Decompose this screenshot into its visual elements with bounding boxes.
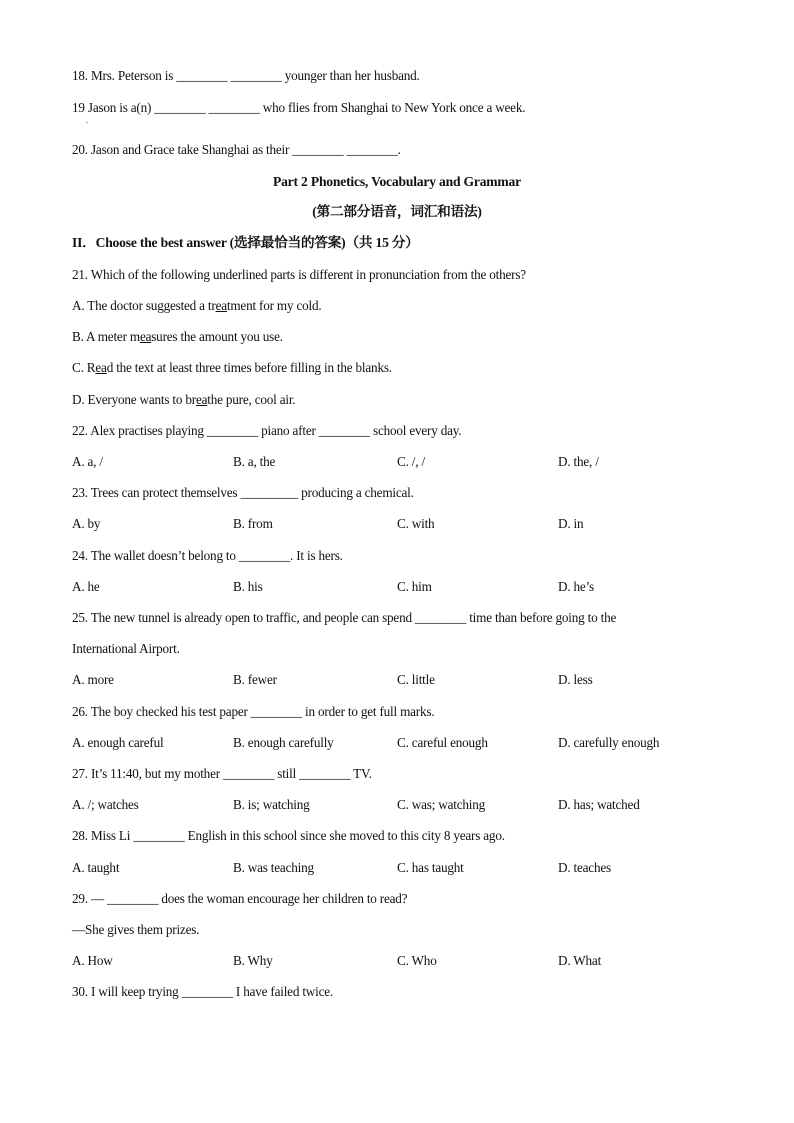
part-title: Part 2 Phonetics, Vocabulary and Grammar [272,174,521,189]
question-29-stem: 29. — ________ does the woman encourage her children to read? [72,891,408,906]
question-25-option-b: B. fewer [233,672,277,687]
option-text: the pure, cool air. [207,392,296,407]
option-text: B. A meter m [72,329,140,344]
question-30-stem: 30. I will keep trying ________ I have failed twice. [72,984,333,999]
question-25-option-a: A. more [72,672,114,687]
question-23-option-d: D. in [558,516,584,531]
part-subtitle: (第二部分语音，词汇和语法) [312,204,482,219]
question-23-stem: 23. Trees can protect themselves _________ producing a chemical. [72,485,414,500]
section-title: II．Choose the best answer (选择最恰当的答案)（共 15 分） [72,235,419,250]
question-24-option-a: A. he [72,579,100,594]
question-26-option-a: A. enough careful [72,735,164,750]
question-27-option-d: D. has; watched [558,797,640,812]
question-26-option-c: C. careful enough [397,735,488,750]
question-21-option-a [72,297,734,315]
option-text: d the text at least three times before filling in the blanks. [106,360,392,375]
question-19: 19 Jason is a(n) ________ ________ who flies from Shanghai to New York once a week. [72,100,526,115]
question-24-option-b: B. his [233,579,263,594]
question-21-option-c [72,359,734,377]
question-25-stem: 25. The new tunnel is already open to traffic, and people can spend ________ time than before going to the [72,610,617,625]
question-23-option-b: B. from [233,516,273,531]
question-24-option-d: D. he’s [558,579,594,594]
question-28-stem: 28. Miss Li ________ English in this school since she moved to this city 8 years ago. [72,828,505,843]
question-23-option-a: A. by [72,516,101,531]
question-22-option-c: C. /, / [397,454,425,469]
question-29-option-d: D. What [558,953,602,968]
underlined-letters: ea [215,298,227,313]
question-20: 20. Jason and Grace take Shanghai as their ________ ________. [72,142,401,157]
question-28-option-d: D. teaches [558,860,611,875]
option-text: A. The doctor suggested a tr [72,298,216,313]
option-text: D. Everyone wants to br [72,392,196,407]
stray-mark: . [86,116,88,125]
question-27-option-b: B. is; watching [233,797,310,812]
question-28-option-c: C. has taught [397,860,464,875]
question-21-stem: 21. Which of the following underlined parts is different in pronunciation from the others? [72,267,526,282]
question-27-option-c: C. was; watching [397,797,485,812]
question-28-option-a: A. taught [72,860,120,875]
question-29-response: —She gives them prizes. [72,922,200,937]
question-26-option-d: D. carefully enough [558,735,660,750]
question-21-option-d [72,391,734,409]
question-24-stem: 24. The wallet doesn’t belong to ________. It is hers. [72,548,343,563]
question-22-option-a: A. a, / [72,454,103,469]
question-22-stem: 22. Alex practises playing ________ piano after ________ school every day. [72,423,462,438]
option-text: tment for my cold. [226,298,322,313]
question-22-option-b: B. a, the [233,454,276,469]
option-text: sures the amount you use. [151,329,283,344]
underlined-letters: ea [95,360,107,375]
question-23-option-c: C. with [397,516,435,531]
question-27-option-a: A. /; watches [72,797,139,812]
question-18: 18. Mrs. Peterson is ________ ________ younger than her husband. [72,68,420,83]
question-26-stem: 26. The boy checked his test paper ________ in order to get full marks. [72,704,435,719]
question-24-option-c: C. him [397,579,432,594]
question-25-stem-continued: International Airport. [72,641,180,656]
question-29-option-c: C. Who [397,953,437,968]
option-text: C. R [72,360,96,375]
underlined-letters: ea [195,392,208,407]
question-22-option-d: D. the, / [558,454,599,469]
question-29-option-a: A. How [72,953,113,968]
question-27-stem: 27. It’s 11:40, but my mother ________ still ________ TV. [72,766,372,781]
question-26-option-b: B. enough carefully [233,735,334,750]
question-21-option-b [72,328,734,346]
question-29-option-b: B. Why [233,953,273,968]
question-25-option-d: D. less [558,672,593,687]
question-28-option-b: B. was teaching [233,860,314,875]
underlined-letters: ea [139,329,152,344]
question-25-option-c: C. little [397,672,435,687]
